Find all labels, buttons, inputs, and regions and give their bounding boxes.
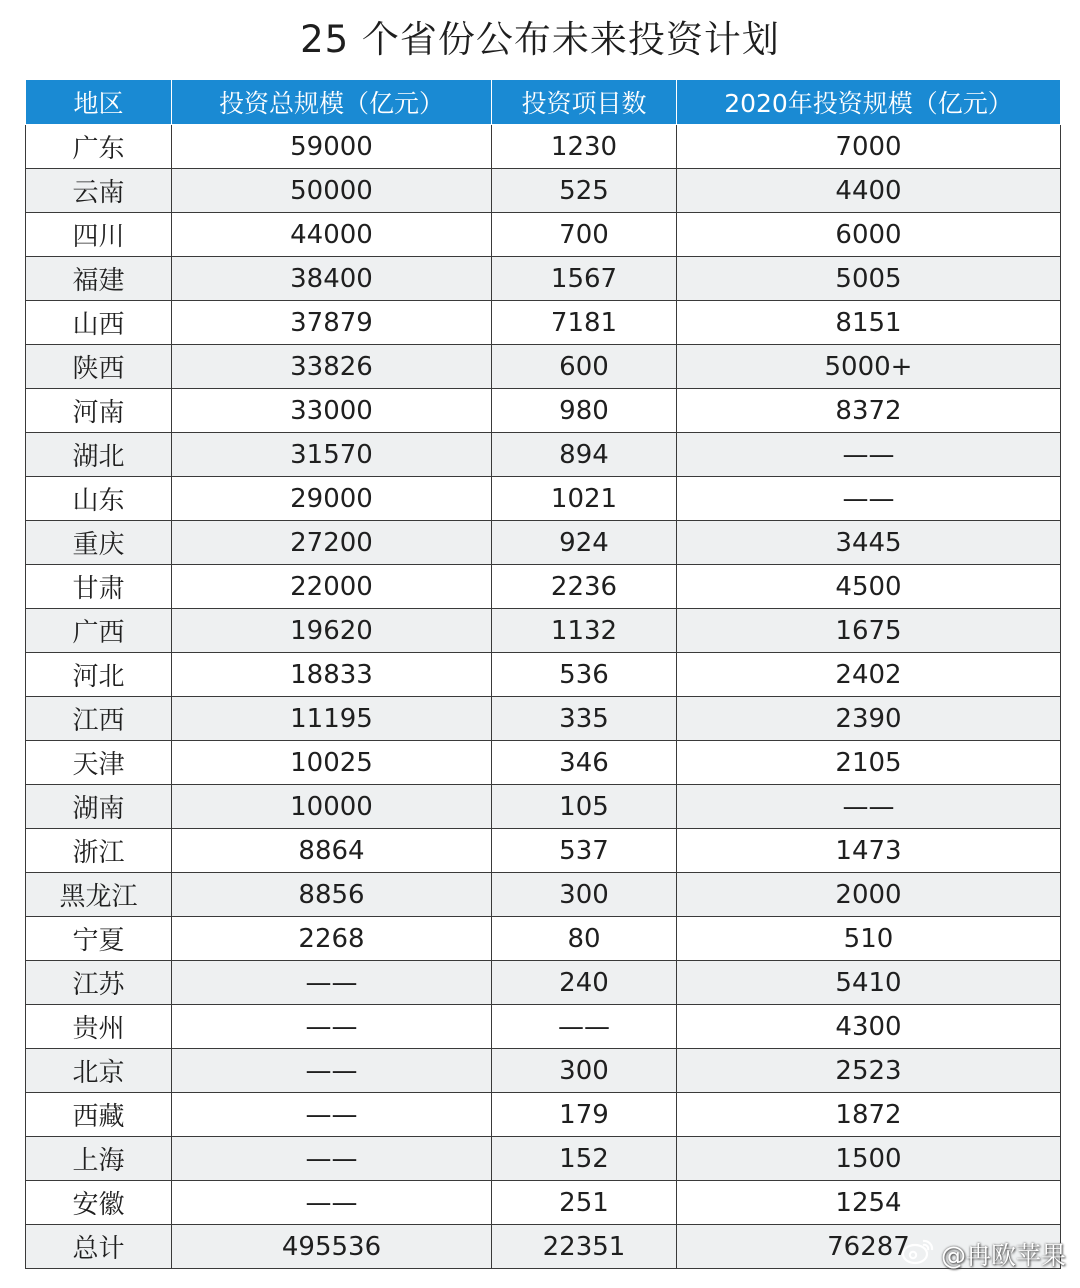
cell-project-count: 105 xyxy=(492,785,677,829)
cell-region: 安徽 xyxy=(26,1181,172,1225)
cell-2020-investment: —— xyxy=(677,477,1061,521)
cell-region: 广西 xyxy=(26,609,172,653)
page-title: 25 个省份公布未来投资计划 xyxy=(300,18,780,61)
cell-region: 江西 xyxy=(26,697,172,741)
cell-region: 福建 xyxy=(26,257,172,301)
cell-region: 江苏 xyxy=(26,961,172,1005)
cell-region: 重庆 xyxy=(26,521,172,565)
watermark xyxy=(901,1236,1066,1272)
cell-region: 广东 xyxy=(26,125,172,169)
cell-project-count: 1567 xyxy=(492,257,677,301)
cell-total-investment: 2268 xyxy=(172,917,492,961)
cell-region: 北京 xyxy=(26,1049,172,1093)
cell-region: 甘肃 xyxy=(26,565,172,609)
cell-2020-investment: 5410 xyxy=(677,961,1061,1005)
cell-2020-investment: 5005 xyxy=(677,257,1061,301)
cell-region: 贵州 xyxy=(26,1005,172,1049)
table-row xyxy=(26,1049,1061,1093)
cell-project-count: 537 xyxy=(492,829,677,873)
table-row xyxy=(26,1137,1061,1181)
cell-total-investment: 33826 xyxy=(172,345,492,389)
weibo-icon xyxy=(901,1237,935,1271)
cell-total-investment: 44000 xyxy=(172,213,492,257)
cell-total-investment: —— xyxy=(172,1093,492,1137)
table-row xyxy=(26,433,1061,477)
watermark-text: @冉欧苹果 xyxy=(940,1241,1066,1270)
cell-2020-investment: 2390 xyxy=(677,697,1061,741)
cell-2020-investment: 5000+ xyxy=(677,345,1061,389)
cell-project-count: 251 xyxy=(492,1181,677,1225)
cell-project-count: 7181 xyxy=(492,301,677,345)
cell-total-investment: 29000 xyxy=(172,477,492,521)
cell-total-investment: —— xyxy=(172,1137,492,1181)
cell-2020-investment: 1872 xyxy=(677,1093,1061,1137)
cell-2020-investment: 6000 xyxy=(677,213,1061,257)
cell-total-investment: —— xyxy=(172,1005,492,1049)
cell-2020-investment: 510 xyxy=(677,917,1061,961)
cell-region: 河北 xyxy=(26,653,172,697)
cell-region: 宁夏 xyxy=(26,917,172,961)
cell-2020-investment: 2105 xyxy=(677,741,1061,785)
cell-project-count: 1021 xyxy=(492,477,677,521)
cell-2020-investment: 2523 xyxy=(677,1049,1061,1093)
table-header-row xyxy=(26,80,1061,125)
cell-2020-investment: 76287 xyxy=(677,1225,1061,1269)
cell-2020-investment: 1473 xyxy=(677,829,1061,873)
cell-total-investment: 11195 xyxy=(172,697,492,741)
cell-project-count: 894 xyxy=(492,433,677,477)
cell-2020-investment: 2000 xyxy=(677,873,1061,917)
cell-total-investment: 50000 xyxy=(172,169,492,213)
cell-2020-investment: 2402 xyxy=(677,653,1061,697)
table-body xyxy=(26,125,1061,1269)
cell-total-investment: 37879 xyxy=(172,301,492,345)
cell-total-investment: 18833 xyxy=(172,653,492,697)
cell-region: 总计 xyxy=(26,1225,172,1269)
cell-project-count: 240 xyxy=(492,961,677,1005)
cell-project-count: 924 xyxy=(492,521,677,565)
cell-2020-investment: 3445 xyxy=(677,521,1061,565)
cell-total-investment: 10000 xyxy=(172,785,492,829)
cell-region: 黑龙江 xyxy=(26,873,172,917)
cell-project-count: 179 xyxy=(492,1093,677,1137)
table-row xyxy=(26,785,1061,829)
cell-project-count: 600 xyxy=(492,345,677,389)
cell-region: 西藏 xyxy=(26,1093,172,1137)
cell-project-count: 80 xyxy=(492,917,677,961)
table-row xyxy=(26,345,1061,389)
cell-2020-investment: 4500 xyxy=(677,565,1061,609)
cell-total-investment: 31570 xyxy=(172,433,492,477)
table-row xyxy=(26,169,1061,213)
table-row xyxy=(26,961,1061,1005)
cell-total-investment: —— xyxy=(172,961,492,1005)
table-row xyxy=(26,389,1061,433)
cell-region: 云南 xyxy=(26,169,172,213)
cell-total-investment: 38400 xyxy=(172,257,492,301)
investment-table xyxy=(25,79,1061,1269)
table-row xyxy=(26,653,1061,697)
cell-project-count: 152 xyxy=(492,1137,677,1181)
cell-2020-investment: 1500 xyxy=(677,1137,1061,1181)
cell-region: 湖南 xyxy=(26,785,172,829)
cell-total-investment: 10025 xyxy=(172,741,492,785)
cell-region: 山东 xyxy=(26,477,172,521)
table-row xyxy=(26,697,1061,741)
cell-total-investment: —— xyxy=(172,1181,492,1225)
cell-total-investment: 33000 xyxy=(172,389,492,433)
header-project-count: 投资项目数 xyxy=(492,80,677,125)
cell-region: 湖北 xyxy=(26,433,172,477)
cell-total-investment: 8856 xyxy=(172,873,492,917)
table-row xyxy=(26,1005,1061,1049)
cell-2020-investment: 4400 xyxy=(677,169,1061,213)
header-region: 地区 xyxy=(26,80,172,125)
table-row xyxy=(26,1181,1061,1225)
table-row xyxy=(26,1093,1061,1137)
cell-region: 天津 xyxy=(26,741,172,785)
cell-total-investment: 19620 xyxy=(172,609,492,653)
cell-total-investment: —— xyxy=(172,1049,492,1093)
cell-region: 浙江 xyxy=(26,829,172,873)
cell-2020-investment: 4300 xyxy=(677,1005,1061,1049)
cell-total-investment: 8864 xyxy=(172,829,492,873)
table-row xyxy=(26,125,1061,169)
table-row xyxy=(26,565,1061,609)
header-2020-investment: 2020年投资规模（亿元） xyxy=(677,80,1061,125)
table-row xyxy=(26,477,1061,521)
header-total-investment: 投资总规模（亿元） xyxy=(172,80,492,125)
cell-2020-investment: 8372 xyxy=(677,389,1061,433)
table-row xyxy=(26,609,1061,653)
table-row xyxy=(26,521,1061,565)
table-row xyxy=(26,829,1061,873)
cell-2020-investment: 1254 xyxy=(677,1181,1061,1225)
cell-project-count: 1230 xyxy=(492,125,677,169)
cell-project-count: 525 xyxy=(492,169,677,213)
cell-region: 河南 xyxy=(26,389,172,433)
cell-total-investment: 495536 xyxy=(172,1225,492,1269)
cell-project-count: 335 xyxy=(492,697,677,741)
table-row xyxy=(26,301,1061,345)
cell-region: 上海 xyxy=(26,1137,172,1181)
cell-project-count: —— xyxy=(492,1005,677,1049)
cell-region: 山西 xyxy=(26,301,172,345)
table-row xyxy=(26,257,1061,301)
cell-total-investment: 27200 xyxy=(172,521,492,565)
cell-project-count: 700 xyxy=(492,213,677,257)
cell-2020-investment: 8151 xyxy=(677,301,1061,345)
cell-project-count: 346 xyxy=(492,741,677,785)
table-row xyxy=(26,917,1061,961)
cell-project-count: 300 xyxy=(492,873,677,917)
cell-region: 四川 xyxy=(26,213,172,257)
cell-project-count: 536 xyxy=(492,653,677,697)
cell-total-investment: 22000 xyxy=(172,565,492,609)
table-row xyxy=(26,213,1061,257)
table-row xyxy=(26,741,1061,785)
cell-project-count: 22351 xyxy=(492,1225,677,1269)
cell-2020-investment: —— xyxy=(677,785,1061,829)
cell-2020-investment: 1675 xyxy=(677,609,1061,653)
cell-project-count: 1132 xyxy=(492,609,677,653)
cell-project-count: 980 xyxy=(492,389,677,433)
cell-region: 陕西 xyxy=(26,345,172,389)
cell-total-investment: 59000 xyxy=(172,125,492,169)
table-row xyxy=(26,873,1061,917)
cell-project-count: 300 xyxy=(492,1049,677,1093)
cell-project-count: 2236 xyxy=(492,565,677,609)
cell-2020-investment: 7000 xyxy=(677,125,1061,169)
cell-2020-investment: —— xyxy=(677,433,1061,477)
